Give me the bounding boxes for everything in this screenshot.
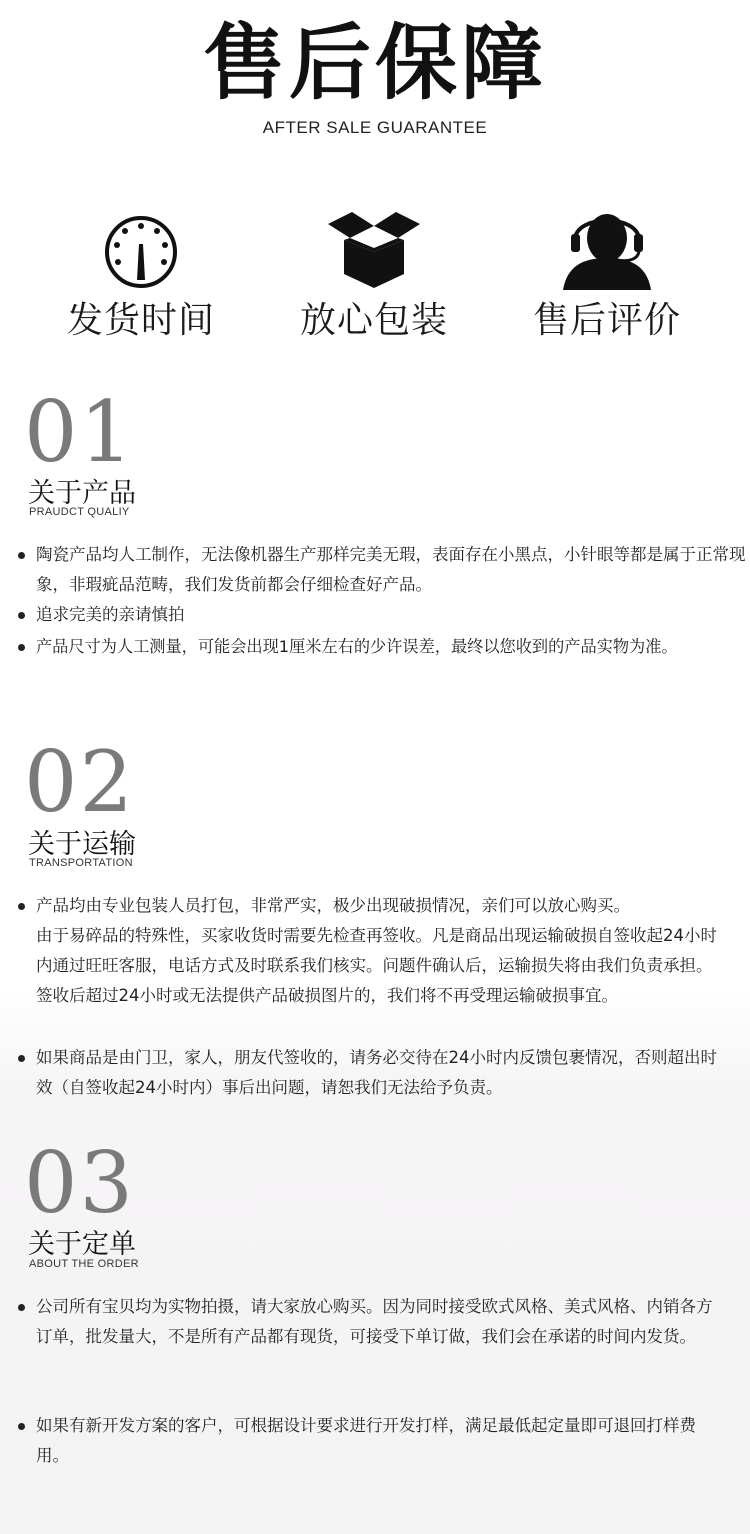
list-item: 由于易碎品的特殊性，买家收货时需要先检查再签收。凡是商品出现运输破损自签收起24小时内通过旺旺客服，电话方式及时联系我们核实。问题件确认后，运输损失将由我们负责承担。签收后超过24小时或无法提供产品破损图片的，我们将不再受理运输破损事宜。 [36, 926, 717, 1005]
section-subtitle: TRANSPORTATION [29, 857, 133, 869]
list-item: 陶瓷产品均人工制作，无法像机器生产那样完美无瑕，表面存在小黑点，小针眼等都是属于正常现象，非瑕疵品范畴，我们发货前都会仔细检查好产品。 [18, 540, 746, 600]
bullet-icon [18, 1055, 25, 1062]
box-icon [324, 208, 424, 290]
bullet-icon [18, 1304, 25, 1311]
page-subtitle: AFTER SALE GUARANTEE [262, 118, 488, 137]
list-item: 如果有新开发方案的客户，可根据设计要求进行开发打样，满足最低起定量即可退回打样费用。 [18, 1411, 718, 1471]
bullet-icon [18, 552, 25, 559]
section-number: 03 [24, 1134, 135, 1232]
section-title: 关于运输 [28, 829, 136, 860]
feature-after-sale [507, 195, 707, 343]
section-title: 关于产品 [28, 478, 136, 509]
bullet-icon [18, 612, 25, 619]
list-item: 如果商品是由门卫，家人，朋友代签收的，请务必交待在24小时内反馈包裹情况，否则超出时效（自签收起24小时内）事后出问题，请恕我们无法给予负责。 [18, 1043, 718, 1103]
section-subtitle: ABOUT THE ORDER [29, 1258, 139, 1270]
clock-icon [103, 214, 179, 290]
bullet-icon [18, 644, 25, 651]
bullet-icon [18, 1423, 25, 1430]
bullet-icon [18, 903, 25, 910]
feature-label: 发货时间 [66, 300, 215, 341]
section-number: 02 [24, 733, 135, 831]
feature-packaging [274, 195, 474, 343]
feature-delivery-time [41, 195, 241, 343]
list-item: 追求完美的亲请慎拍 [18, 600, 746, 630]
page-title: 售后保障 [202, 16, 547, 111]
section-number: 01 [24, 383, 135, 481]
list-item: 产品尺寸为人工测量，可能会出现1厘米左右的少许误差，最终以您收到的产品实物为准。 [18, 632, 746, 662]
feature-label: 售后评价 [532, 300, 681, 341]
feature-label: 放心包装 [299, 300, 448, 341]
section-subtitle: PRAUDCT QUALIY [29, 506, 130, 518]
section-title: 关于定单 [28, 1229, 136, 1260]
list-item: 公司所有宝贝均为实物拍摄，请大家放心购买。因为同时接受欧式风格、美式风格、内销各方订单，批发量大，不是所有产品都有现货，可接受下单订做，我们会在承诺的时间内发货。 [18, 1292, 718, 1352]
list-item: 产品均由专业包装人员打包，非常严实，极少出现破损情况，亲们可以放心购买。 [18, 891, 718, 921]
customer-service-icon [561, 200, 653, 290]
